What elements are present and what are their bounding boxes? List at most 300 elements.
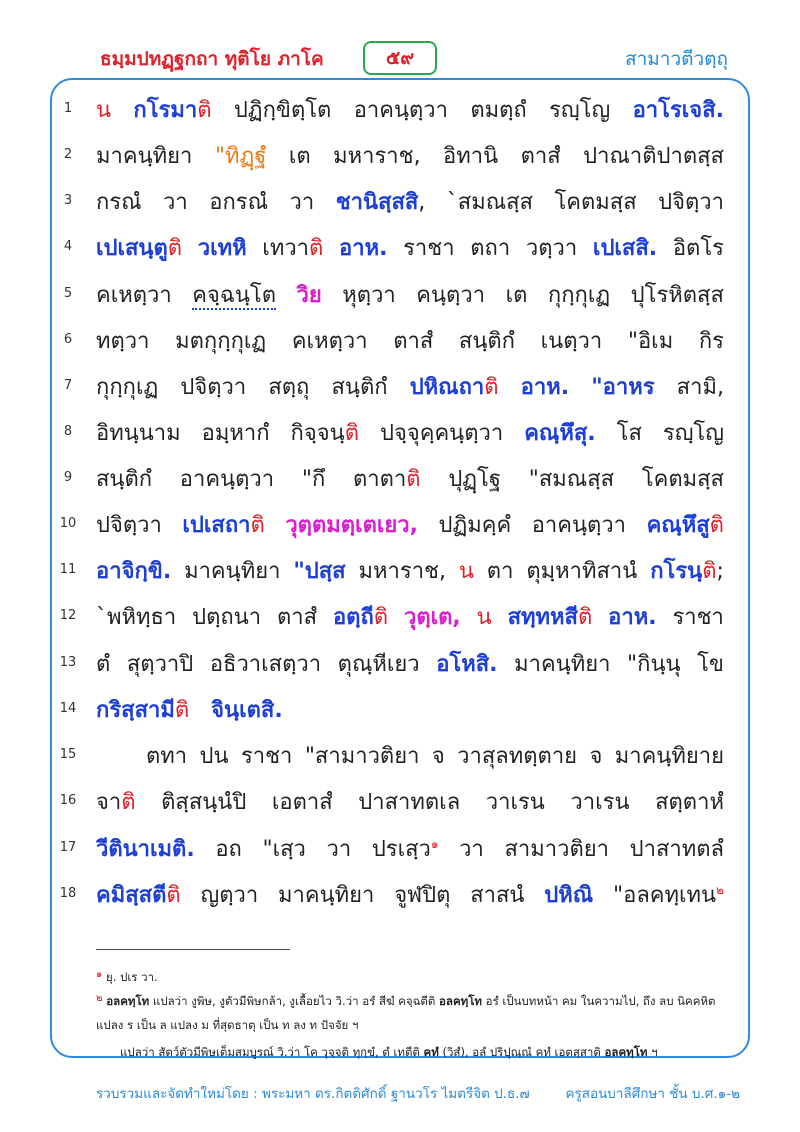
word-part: สตฺตาหํ — [655, 790, 724, 815]
word — [96, 277, 172, 312]
word — [403, 230, 454, 265]
word — [293, 553, 345, 588]
word-part: `สมณสฺส — [446, 190, 533, 215]
word-part: กุกฺกุเฏ — [547, 283, 611, 308]
word — [342, 277, 396, 312]
word-part: ตํ — [96, 652, 111, 677]
word-part: วา — [459, 837, 484, 862]
word — [289, 184, 314, 219]
word — [591, 369, 654, 404]
word-part: สุตฺวาปิ — [126, 652, 194, 677]
word — [432, 738, 445, 773]
word-part: รญฺโญ — [662, 421, 724, 446]
word — [487, 553, 514, 588]
word-part: ติ — [174, 698, 190, 723]
word — [234, 92, 332, 127]
word — [439, 507, 512, 542]
word-part: เปเสถา — [182, 513, 251, 538]
word-part: สทฺทหสี — [507, 605, 578, 630]
line-number: 6 — [63, 332, 73, 347]
word-part: เปเสสิ. — [592, 236, 658, 261]
word — [521, 138, 561, 173]
word — [96, 507, 162, 542]
word-part: จ — [589, 744, 603, 769]
word — [672, 599, 723, 634]
footnote-2 — [96, 990, 726, 1010]
word — [96, 92, 111, 127]
word-part: คณฺหึสุ. — [524, 421, 596, 446]
footer-course: ครูสอนบาลีศึกษา ชั้น บ.ศ.๑-๒ — [565, 1086, 740, 1102]
word-part: อิตโร — [672, 236, 724, 261]
word-part: ชานิสฺสสิ — [335, 190, 419, 215]
footnote-1 — [96, 966, 726, 986]
word-part: วา — [163, 190, 188, 215]
word — [633, 92, 724, 127]
word — [506, 277, 528, 312]
word — [285, 507, 418, 542]
footnote-2-text-d5: ฯ — [651, 1045, 658, 1059]
word-part: วเทหิ — [197, 236, 247, 261]
word-part: วา — [326, 837, 352, 862]
word — [677, 369, 724, 404]
word-part: อาคนฺตฺวา — [353, 98, 449, 123]
word — [302, 461, 325, 496]
word-part: ติ — [197, 98, 212, 123]
word-part: มหาราช, — [333, 144, 421, 169]
word — [570, 784, 629, 819]
word — [289, 138, 311, 173]
word — [548, 277, 610, 312]
word — [215, 138, 267, 173]
word-part: ตุณฺหีเยว — [337, 652, 420, 677]
word-part: ปจิตฺวา — [96, 513, 162, 538]
word-part: ปจิตฺวา — [658, 190, 724, 215]
word-part: รญฺโญ — [549, 98, 611, 123]
word-part: จา — [96, 790, 122, 815]
line-number: 2 — [63, 147, 73, 162]
footnote-2-text-b: อรํ เป็นบทหน้า คม ในความไป, ถึง ลบ นิคคหิต — [485, 994, 716, 1008]
word-part: วตฺวา — [525, 236, 578, 261]
footnote-2-term-d2: คทํ — [423, 1045, 439, 1059]
word — [470, 230, 510, 265]
word-part: ปจฺจุคฺคนฺตฺวา — [379, 421, 504, 446]
word — [180, 461, 274, 496]
word — [338, 646, 420, 681]
word — [443, 138, 498, 173]
word-part: อาคนฺตฺวา — [179, 467, 275, 492]
word-part: ติ — [373, 605, 389, 630]
word — [353, 461, 421, 496]
word — [96, 599, 176, 634]
word-part: กิจฺจนฺ — [290, 421, 345, 446]
word — [96, 553, 171, 588]
word — [359, 553, 446, 588]
word — [628, 323, 673, 358]
word — [459, 323, 515, 358]
word-part: คมิสฺสตี — [96, 883, 167, 908]
word-part: คเหตฺวา — [291, 329, 368, 354]
word — [277, 599, 317, 634]
word-part: ราชา — [672, 605, 724, 630]
word — [650, 553, 724, 588]
word — [486, 784, 545, 819]
word-part: `พหิทฺธา — [96, 605, 177, 630]
word — [448, 461, 501, 496]
word-part: ปุโรหิตสฺส — [630, 283, 724, 308]
footnote-2-cont2 — [120, 1043, 730, 1061]
word-part: อตฺถี — [332, 605, 374, 630]
word — [202, 415, 270, 450]
word — [175, 323, 266, 358]
footnote-2-text-d1: แปลว่า สัตว์ตัวมีพิษเต็มสมบูรณ์ วิ.ว่า โค วุจฺจติ ทุกฺขํ, ตํ เทตีติ — [120, 1045, 420, 1059]
footnote-2-term-d4: อลคทฺโท — [604, 1045, 648, 1059]
word — [161, 784, 246, 819]
word — [200, 877, 258, 912]
word — [673, 230, 724, 265]
word-part: คเหตฺวา — [96, 283, 172, 308]
word — [333, 138, 420, 173]
word-part: มาคนฺทิยา — [96, 144, 193, 169]
word — [393, 323, 433, 358]
word-part: วุตฺตมตฺเตเยว, — [285, 513, 418, 538]
word-part: อกรณํ — [209, 190, 268, 215]
word-part: กรณํ — [96, 190, 142, 215]
text-line — [96, 646, 724, 681]
word-part: สตฺถุ — [268, 375, 310, 400]
word — [416, 277, 485, 312]
word — [470, 877, 524, 912]
word-part: อมฺหากํ — [201, 421, 270, 446]
word-part: เปเสนฺตู — [96, 236, 168, 261]
word — [631, 277, 724, 312]
text-line — [96, 92, 724, 127]
text-line — [96, 784, 724, 819]
word-part: เนตฺวา — [540, 329, 603, 354]
word-part: ปน — [199, 744, 229, 769]
word-part: "ปสฺส — [293, 559, 346, 584]
word — [658, 184, 724, 219]
footnote-2-text-a: แปลว่า งูพิษ, งูตัวมีพิษกล้า, งูเลื้อยไว วิ.ว่า อรํ สีฆํ คจฺฉตีติ — [152, 994, 436, 1008]
word-part: ติ — [167, 236, 183, 261]
word-part: ตุมฺหาทิสานํ — [526, 559, 638, 584]
word — [272, 784, 333, 819]
word-part: คนฺตฺวา — [416, 283, 486, 308]
word-part: อโหสิ. — [436, 652, 498, 677]
word — [96, 784, 136, 819]
footnote-1-marker: ๑ — [96, 969, 103, 980]
word — [630, 831, 724, 866]
word — [554, 184, 636, 219]
text-line — [96, 507, 724, 542]
footnote-divider — [96, 949, 290, 950]
word — [589, 738, 602, 773]
word-part: น — [476, 605, 492, 630]
word-part: ตาสํ — [520, 144, 561, 169]
word-part: น — [96, 98, 112, 123]
page-number: ๕๙ — [363, 41, 437, 75]
word-part: ติ — [121, 790, 136, 815]
word — [292, 323, 368, 358]
word-part: ติ — [577, 605, 593, 630]
word-part: อาห. — [520, 375, 570, 400]
word-part: ติ — [484, 375, 499, 400]
word-part: ทตฺวา — [96, 329, 150, 354]
line-number: 12 — [59, 608, 77, 623]
word — [380, 415, 503, 450]
word — [354, 92, 448, 127]
word-part: อิทานิ — [443, 144, 499, 169]
word-part: วาสุลทตฺตาย — [457, 744, 578, 769]
word-part: ติ — [702, 559, 717, 584]
text-line — [96, 461, 724, 496]
word-part: สาสนํ — [470, 883, 525, 908]
word-part: "กินฺนุ — [627, 652, 681, 677]
word-part: อาโรเจสิ. — [632, 98, 724, 123]
word-part: อาคนฺตฺวา — [531, 513, 627, 538]
word-part: ตถา — [470, 236, 511, 261]
word-part: "สมณสฺส — [528, 467, 615, 492]
word — [96, 646, 110, 681]
word-part: ติ — [166, 883, 181, 908]
word-part: ปจิตฺวา — [180, 375, 247, 400]
word — [184, 553, 280, 588]
text-line — [96, 831, 724, 866]
text-line — [96, 415, 724, 450]
word-part: ติ — [344, 421, 359, 446]
word — [198, 230, 247, 265]
word-part: เอตาสํ — [271, 790, 333, 815]
word — [262, 230, 323, 265]
word-part: น — [458, 559, 474, 584]
word-part: "กึ — [301, 467, 326, 492]
word — [305, 738, 420, 773]
word — [96, 461, 152, 496]
word-part: ตา — [486, 559, 514, 584]
word — [211, 692, 283, 727]
word — [404, 599, 461, 634]
word-part: ติ — [250, 513, 265, 538]
word — [210, 646, 321, 681]
word-part: อาจิกฺขิ. — [96, 559, 172, 584]
word — [459, 831, 484, 866]
line-number: 1 — [63, 101, 73, 116]
word-part: กิร — [698, 329, 724, 354]
word — [655, 784, 724, 819]
word-part: ติ — [406, 467, 421, 492]
footnote-2-text-d3: (วิสํ), อลํ ปริปุณฺณํ คทํ เอตสฺสาติ — [442, 1045, 601, 1059]
word — [96, 184, 142, 219]
word-part: โคตมสฺส — [554, 190, 637, 215]
word — [209, 184, 268, 219]
word — [526, 553, 637, 588]
word-part: กุกฺกุเฏ — [96, 375, 159, 400]
line-number: 8 — [63, 424, 73, 439]
word-part: "สามาวติยา — [304, 744, 420, 769]
text-line — [96, 369, 724, 404]
line-number: 4 — [63, 239, 73, 254]
word — [504, 831, 609, 866]
word — [278, 877, 374, 912]
word — [477, 599, 492, 634]
word — [608, 599, 656, 634]
word-part: , — [418, 190, 426, 215]
word-part: วิย — [296, 283, 322, 308]
footnote-2-term: อลคทฺโท — [106, 994, 150, 1008]
word — [96, 415, 181, 450]
word — [615, 738, 724, 773]
footnote-2-text-c: แปลง ร เป็น ล แปลง ม ที่สุดธาตุ เป็น ท ลง ท ปัจจัย ฯ — [96, 1018, 359, 1032]
word — [532, 507, 626, 542]
word-part: ติ — [709, 513, 724, 538]
word — [327, 831, 352, 866]
word — [336, 184, 426, 219]
word-part: มาคนฺทิยา — [514, 652, 611, 677]
footnote-ref-1: ๑ — [430, 837, 439, 851]
word-part: ปาสาทตลํ — [629, 837, 724, 862]
word-part: ; — [716, 559, 724, 584]
word-part: กโรนฺ — [650, 559, 703, 584]
word-part: มหาราช, — [358, 559, 446, 584]
word-part: กริสฺสามี — [96, 698, 175, 723]
word — [96, 369, 158, 404]
word-part: ตทา — [146, 744, 188, 769]
word-part: ตาตา — [353, 467, 407, 492]
word — [163, 184, 188, 219]
word-part: ปหิณิ — [544, 883, 594, 908]
word — [544, 877, 593, 912]
word-part: "เสฺว — [262, 837, 306, 862]
word — [96, 831, 195, 866]
word-part: โคตมสฺส — [641, 467, 724, 492]
word-part: "ทิฏฺฐํ — [214, 144, 267, 169]
word-part: สนฺติกํ — [96, 467, 153, 492]
word-part: คจฺฉนฺโต — [192, 283, 276, 308]
word-part: ราชา — [403, 236, 455, 261]
word — [200, 738, 229, 773]
word — [192, 277, 276, 312]
word-part: อาห. — [608, 605, 657, 630]
word-part: สนฺติกํ — [331, 375, 388, 400]
word — [697, 646, 724, 681]
footnote-2-cont — [96, 1016, 726, 1034]
line-number: 10 — [59, 516, 77, 531]
word — [521, 369, 569, 404]
word-part: มตกุกฺกุเฏ — [175, 329, 267, 354]
word — [613, 877, 724, 912]
word-part: ญตฺวา — [200, 883, 259, 908]
word — [333, 599, 388, 634]
word — [268, 369, 309, 404]
footnote-2-marker: ๒ — [96, 993, 103, 1004]
word-part: "อาหร — [591, 375, 655, 400]
word — [241, 738, 292, 773]
word-part: โส — [616, 421, 642, 446]
line-number: 14 — [59, 701, 77, 716]
word-part: เทวา — [262, 236, 310, 261]
word-part: ตมตฺถํ — [470, 98, 527, 123]
word — [182, 507, 264, 542]
word-part: มาคนฺทิยาย — [614, 744, 724, 769]
word-part: อิทนฺนาม — [96, 421, 181, 446]
word — [529, 461, 614, 496]
footnote-2-term-repeat: อลคทฺโท — [439, 994, 483, 1008]
word-part: จ — [431, 744, 445, 769]
word — [549, 92, 610, 127]
word — [358, 784, 460, 819]
text-line — [96, 877, 724, 912]
word-part: ปหิณถา — [409, 375, 485, 400]
word — [394, 877, 450, 912]
word-part: ติสฺสนฺนํปิ — [161, 790, 247, 815]
word — [524, 415, 595, 450]
footer-author: รวบรวมและจัดทำใหม่โดย : พระมหา ดร.กิตติศักดิ์ ฐานวโร ไมตรีจิต ป.ธ.๗ — [96, 1086, 530, 1102]
line-number: 13 — [59, 655, 77, 670]
word — [96, 323, 150, 358]
word-part: มาคนฺทิยา — [278, 883, 375, 908]
word-part: วุตฺเต, — [403, 605, 461, 630]
word — [627, 646, 681, 681]
line-number: 11 — [59, 562, 77, 577]
text-line — [96, 553, 724, 588]
line-number: 16 — [59, 793, 77, 808]
word-part: ปฏิมคฺคํ — [438, 513, 512, 538]
text-line — [96, 230, 724, 265]
word — [526, 230, 577, 265]
word — [447, 184, 533, 219]
word-part: ปรเสฺว — [371, 837, 431, 862]
word — [699, 323, 724, 358]
text-line — [96, 323, 724, 358]
word — [459, 553, 474, 588]
word-part: ตาสํ — [393, 329, 434, 354]
word — [332, 369, 388, 404]
text-line — [96, 599, 724, 634]
word — [146, 738, 187, 773]
word — [127, 646, 193, 681]
word — [96, 877, 181, 912]
word-part: สามิ, — [676, 375, 724, 400]
word — [96, 230, 182, 265]
line-number: 17 — [59, 840, 77, 855]
word-part: คณฺหึสู — [646, 513, 710, 538]
word-part: จูฬปิตุ — [394, 883, 451, 908]
word — [647, 507, 724, 542]
word-part: เต — [505, 283, 528, 308]
word — [96, 692, 189, 727]
word-part: ปตฺถนา — [192, 605, 262, 630]
word — [642, 461, 724, 496]
word — [372, 831, 439, 866]
word-part: อถ — [215, 837, 242, 862]
line-number: 15 — [59, 747, 77, 762]
word-part: โข — [697, 652, 724, 677]
word-part: วีตินาเมติ. — [96, 837, 195, 862]
word-part: จินฺเตสิ. — [211, 698, 283, 723]
line-number: 18 — [59, 886, 77, 901]
word-part: วา — [289, 190, 315, 215]
word-part: สามาวติยา — [504, 837, 610, 862]
word — [96, 138, 192, 173]
word-part: "อิเม — [627, 329, 674, 354]
word — [663, 415, 724, 450]
word — [297, 277, 322, 312]
word — [617, 415, 642, 450]
section-title: สามาวตีวตฺถุ — [625, 48, 728, 70]
word — [133, 92, 211, 127]
word-part: ปุฏฺโฐ — [448, 467, 502, 492]
text-line — [146, 738, 724, 773]
word-part: อาห. — [339, 236, 388, 261]
